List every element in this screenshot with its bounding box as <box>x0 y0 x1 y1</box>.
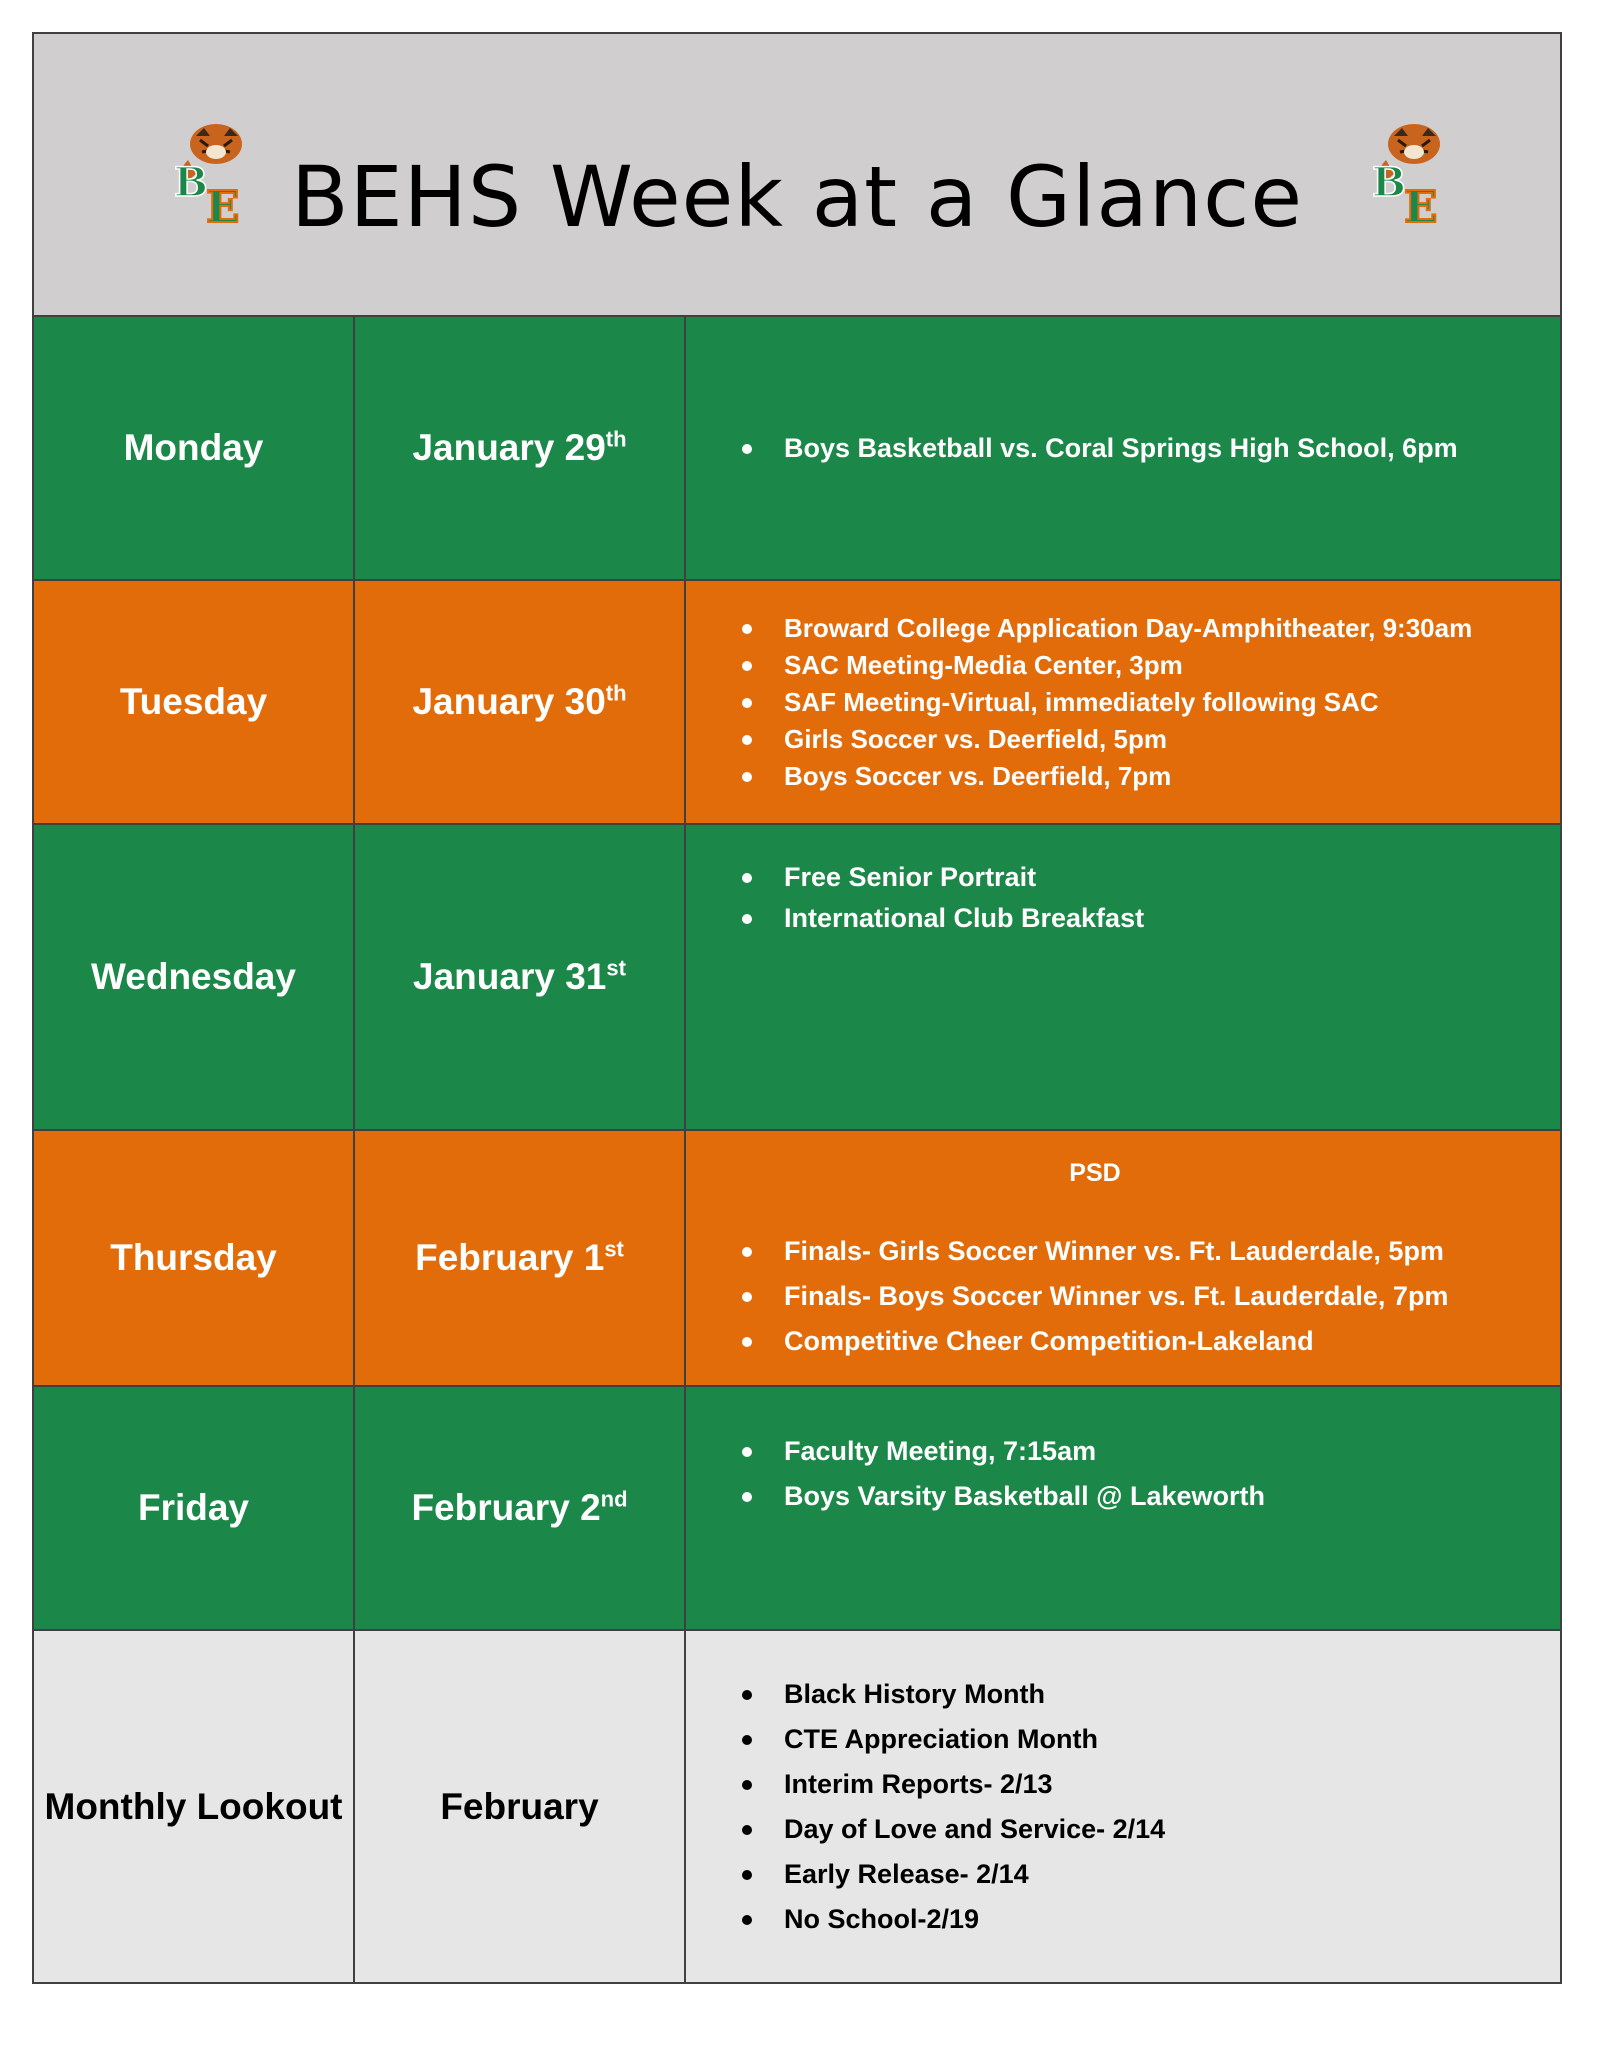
svg-text:E: E <box>1404 182 1438 226</box>
date-suffix: th <box>605 426 627 452</box>
list-item: No School-2/19 <box>742 1897 1560 1942</box>
list-item: Broward College Application Day-Amphitheater, 9:30am <box>742 610 1560 647</box>
list-item: Finals- Boys Soccer Winner vs. Ft. Lauderdale, 7pm <box>742 1274 1560 1319</box>
list-item: Competitive Cheer Competition-Lakeland <box>742 1319 1560 1364</box>
date-label: January 29th <box>412 426 627 468</box>
svg-text:E: E <box>206 182 240 226</box>
psd-note: PSD <box>1069 1159 1121 1187</box>
week-at-a-glance-sheet <box>32 32 1562 1984</box>
list-item: International Club Breakfast <box>742 898 1560 939</box>
list-item: Boys Varsity Basketball @ Lakeworth <box>742 1474 1560 1519</box>
table-row <box>34 1631 1560 1982</box>
list-item: SAC Meeting-Media Center, 3pm <box>742 647 1560 684</box>
date-label: February <box>440 1785 599 1827</box>
page-title: BEHS Week at a Glance <box>290 148 1304 246</box>
list-item: Boys Basketball vs. Coral Springs High School, 6pm <box>742 426 1560 471</box>
event-list <box>742 426 1560 471</box>
day-label: Friday <box>137 1487 250 1528</box>
table-row <box>34 581 1560 825</box>
event-list <box>742 610 1560 795</box>
list-item: SAF Meeting-Virtual, immediately following SAC <box>742 684 1560 721</box>
list-item: Finals- Girls Soccer Winner vs. Ft. Lauderdale, 5pm <box>742 1229 1560 1274</box>
date-suffix: st <box>604 1236 624 1262</box>
event-list <box>742 1429 1560 1519</box>
date-label: January 30th <box>412 680 627 722</box>
table-row <box>34 317 1560 581</box>
list-item: Girls Soccer vs. Deerfield, 5pm <box>742 721 1560 758</box>
header-banner <box>34 34 1560 317</box>
event-list <box>742 857 1560 939</box>
list-item: Black History Month <box>742 1672 1560 1717</box>
day-label: Thursday <box>110 1237 277 1278</box>
list-item: Boys Soccer vs. Deerfield, 7pm <box>742 758 1560 795</box>
day-label: Tuesday <box>119 681 268 722</box>
date-label: February 2nd <box>411 1486 628 1528</box>
svg-text:B: B <box>1372 159 1406 206</box>
date-label: February 1st <box>415 1236 624 1278</box>
list-item: Day of Love and Service- 2/14 <box>742 1807 1560 1852</box>
tiger-be-logo-icon <box>1364 122 1456 226</box>
date-suffix: nd <box>600 1486 628 1512</box>
svg-text:B: B <box>174 159 208 206</box>
date-suffix: st <box>606 955 626 981</box>
list-item: Faculty Meeting, 7:15am <box>742 1429 1560 1474</box>
date-label: January 31st <box>413 955 626 997</box>
day-label: Monday <box>123 427 264 468</box>
event-list <box>742 1229 1560 1364</box>
list-item: CTE Appreciation Month <box>742 1717 1560 1762</box>
day-label: Wednesday <box>91 956 296 997</box>
list-item: Early Release- 2/14 <box>742 1852 1560 1897</box>
event-list <box>742 1672 1560 1942</box>
list-item: Free Senior Portrait <box>742 857 1560 898</box>
table-row <box>34 1131 1560 1387</box>
date-suffix: th <box>605 680 627 706</box>
table-row <box>34 1387 1560 1631</box>
day-label: Monthly Lookout <box>44 1785 343 1827</box>
list-item: Interim Reports- 2/13 <box>742 1762 1560 1807</box>
table-row <box>34 825 1560 1131</box>
